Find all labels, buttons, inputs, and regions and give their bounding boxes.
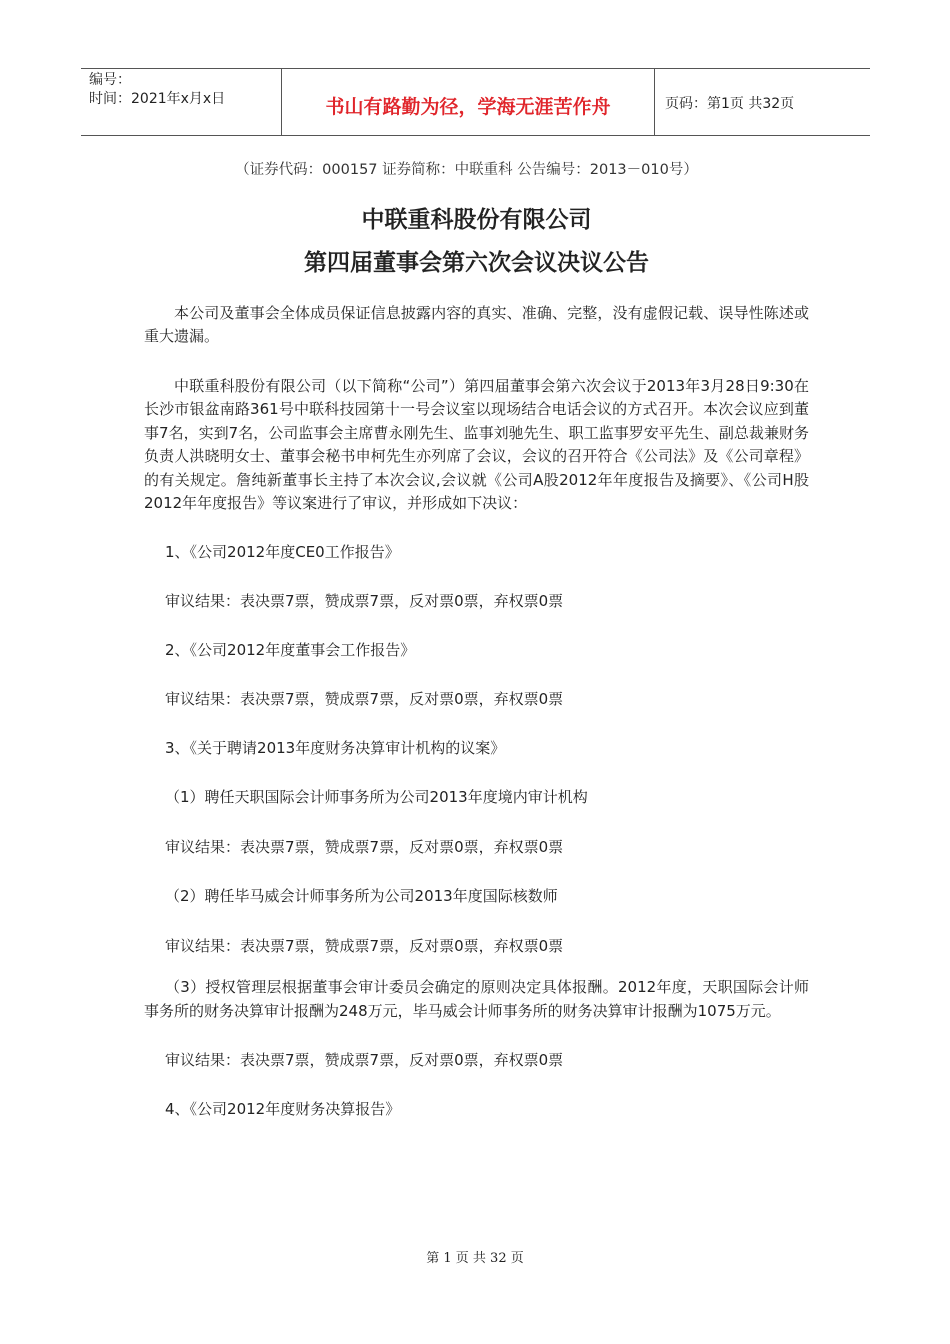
resolution-item-2: 2、《公司2012年度董事会工作报告》 [165, 640, 416, 659]
securities-code-line: （证券代码：000157 证券简称：中联重科 公告编号：2013－010号） [235, 162, 698, 178]
vote-result-3-3: 审议结果：表决票7票，赞成票7票，反对票0票，弃权票0票 [165, 1051, 564, 1069]
header-motto [281, 69, 655, 135]
vote-result-2: 审议结果：表决票7票，赞成票7票，反对票0票，弃权票0票 [165, 690, 564, 708]
number-label: 编号： [89, 72, 131, 88]
document-header [81, 68, 870, 136]
page-info-text: 页码：第1页 共32页 [665, 96, 795, 112]
motto-text: 书山有路勤为径，学海无涯苦作舟 [325, 95, 611, 118]
vote-result-3-2: 审议结果：表决票7票，赞成票7票，反对票0票，弃权票0票 [165, 936, 564, 955]
document-body [144, 150, 809, 1121]
sub-item-3-1: （1）聘任天职国际会计师事务所为公司2013年度境内审计机构 [165, 788, 588, 806]
resolution-item-4: 4、《公司2012年度财务决算报告》 [165, 1099, 401, 1118]
header-page-info [655, 69, 870, 135]
resolution-item-3: 3、《关于聘请2013年度财务决算审计机构的议案》 [165, 738, 506, 757]
intro-paragraph: 本公司及董事会全体成员保证信息披露内容的真实、准确、完整，没有虚假记载、误导性陈述或重大遗漏。 [144, 303, 809, 345]
date-label: 时间：2021年x月x日 [89, 91, 226, 107]
resolution-item-1: 1、《公司2012年度CE0工作报告》 [165, 542, 400, 561]
vote-result-1: 审议结果：表决票7票，赞成票7票，反对票0票，弃权票0票 [165, 592, 564, 610]
announcement-title: 第四届董事会第六次会议决议公告 [304, 249, 649, 276]
company-title: 中联重科股份有限公司 [361, 206, 592, 233]
main-paragraph: 中联重科股份有限公司（以下简称“公司”）第四届董事会第六次会议于2013年3月28日9:30在长沙市银盆南路361号中联科技园第十一号会议室以现场结合电话会议的方式召开。本次会议应到董事7名，实到7名，公司监事会主席曹永刚先生、监事刘驰先生、职工监事罗安平先生、副总裁兼财务负责人洪晓明女士、董事会秘书申柯先生亦列席了会议，会议的召开符合《公司法》及《公司章程》的有关规定。詹纯新董事长主持了本次会议,会议就《公司A股2012年年度报告及摘要》、《公司H股2012年年度报告》等议案进行了审议，并形成如下决议： [144, 376, 809, 512]
vote-result-3-1: 审议结果：表决票7票，赞成票7票，反对票0票，弃权票0票 [165, 837, 564, 856]
header-meta [81, 69, 281, 135]
page-footer: 第 1 页 共 32 页 [426, 1251, 524, 1266]
sub-item-3-2: （2）聘任毕马威会计师事务所为公司2013年度国际核数师 [165, 887, 558, 905]
sub-item-3-3: （3）授权管理层根据董事会审计委员会确定的原则决定具体报酬。2012年度，天职国际会计师事务所的财务决算审计报酬为248万元，毕马威会计师事务所的财务决算审计报酬为1075万元。 [144, 978, 809, 1020]
